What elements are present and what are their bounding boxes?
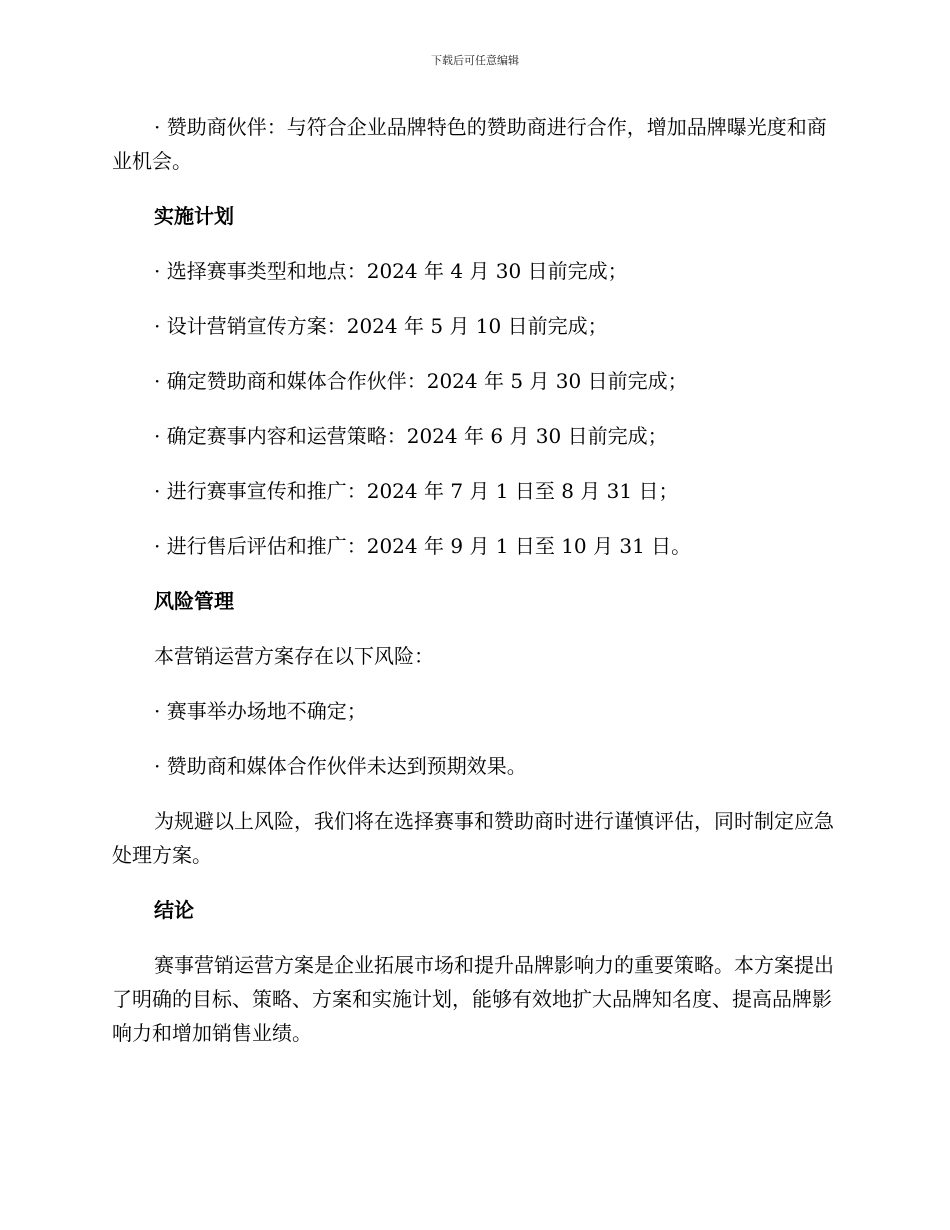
document-body	[112, 110, 834, 1050]
risk-item: · 赛事举办场地不确定；	[154, 699, 367, 723]
risk-mitigation: 为规避以上风险，我们将在选择赛事和赞助商时进行谨慎评估，同时制定应急处理方案。	[112, 809, 834, 867]
page-header: 下载后可任意编辑	[431, 54, 519, 67]
plan-item: · 确定赞助商和媒体合作伙伴：2024 年 5 月 30 日前完成；	[154, 369, 688, 393]
conclusion-text: 赛事营销运营方案是企业拓展市场和提升品牌影响力的重要策略。本方案提出了明确的目标、策略、方案和实施计划，能够有效地扩大品牌知名度、提高品牌影响力和增加销售业绩。	[112, 953, 834, 1045]
sponsor-bullet: · 赞助商伙伴：与符合企业品牌特色的赞助商进行合作，增加品牌曝光度和商业机会。	[112, 115, 827, 173]
plan-item: · 设计营销宣传方案：2024 年 5 月 10 日前完成；	[154, 314, 608, 338]
section-heading-plan: 实施计划	[154, 204, 234, 228]
section-heading-risk: 风险管理	[154, 589, 234, 613]
plan-item: · 进行售后评估和推广：2024 年 9 月 1 日至 10 月 31 日。	[154, 534, 692, 558]
plan-item: · 选择赛事类型和地点：2024 年 4 月 30 日前完成；	[154, 259, 628, 283]
plan-item: · 进行赛事宣传和推广：2024 年 7 月 1 日至 8 月 31 日；	[154, 479, 679, 503]
risk-item: · 赞助商和媒体合作伙伴未达到预期效果。	[154, 754, 527, 778]
plan-item: · 确定赛事内容和运营策略：2024 年 6 月 30 日前完成；	[154, 424, 668, 448]
risk-intro: 本营销运营方案存在以下风险：	[154, 644, 434, 668]
section-heading-conclusion: 结论	[154, 898, 194, 922]
